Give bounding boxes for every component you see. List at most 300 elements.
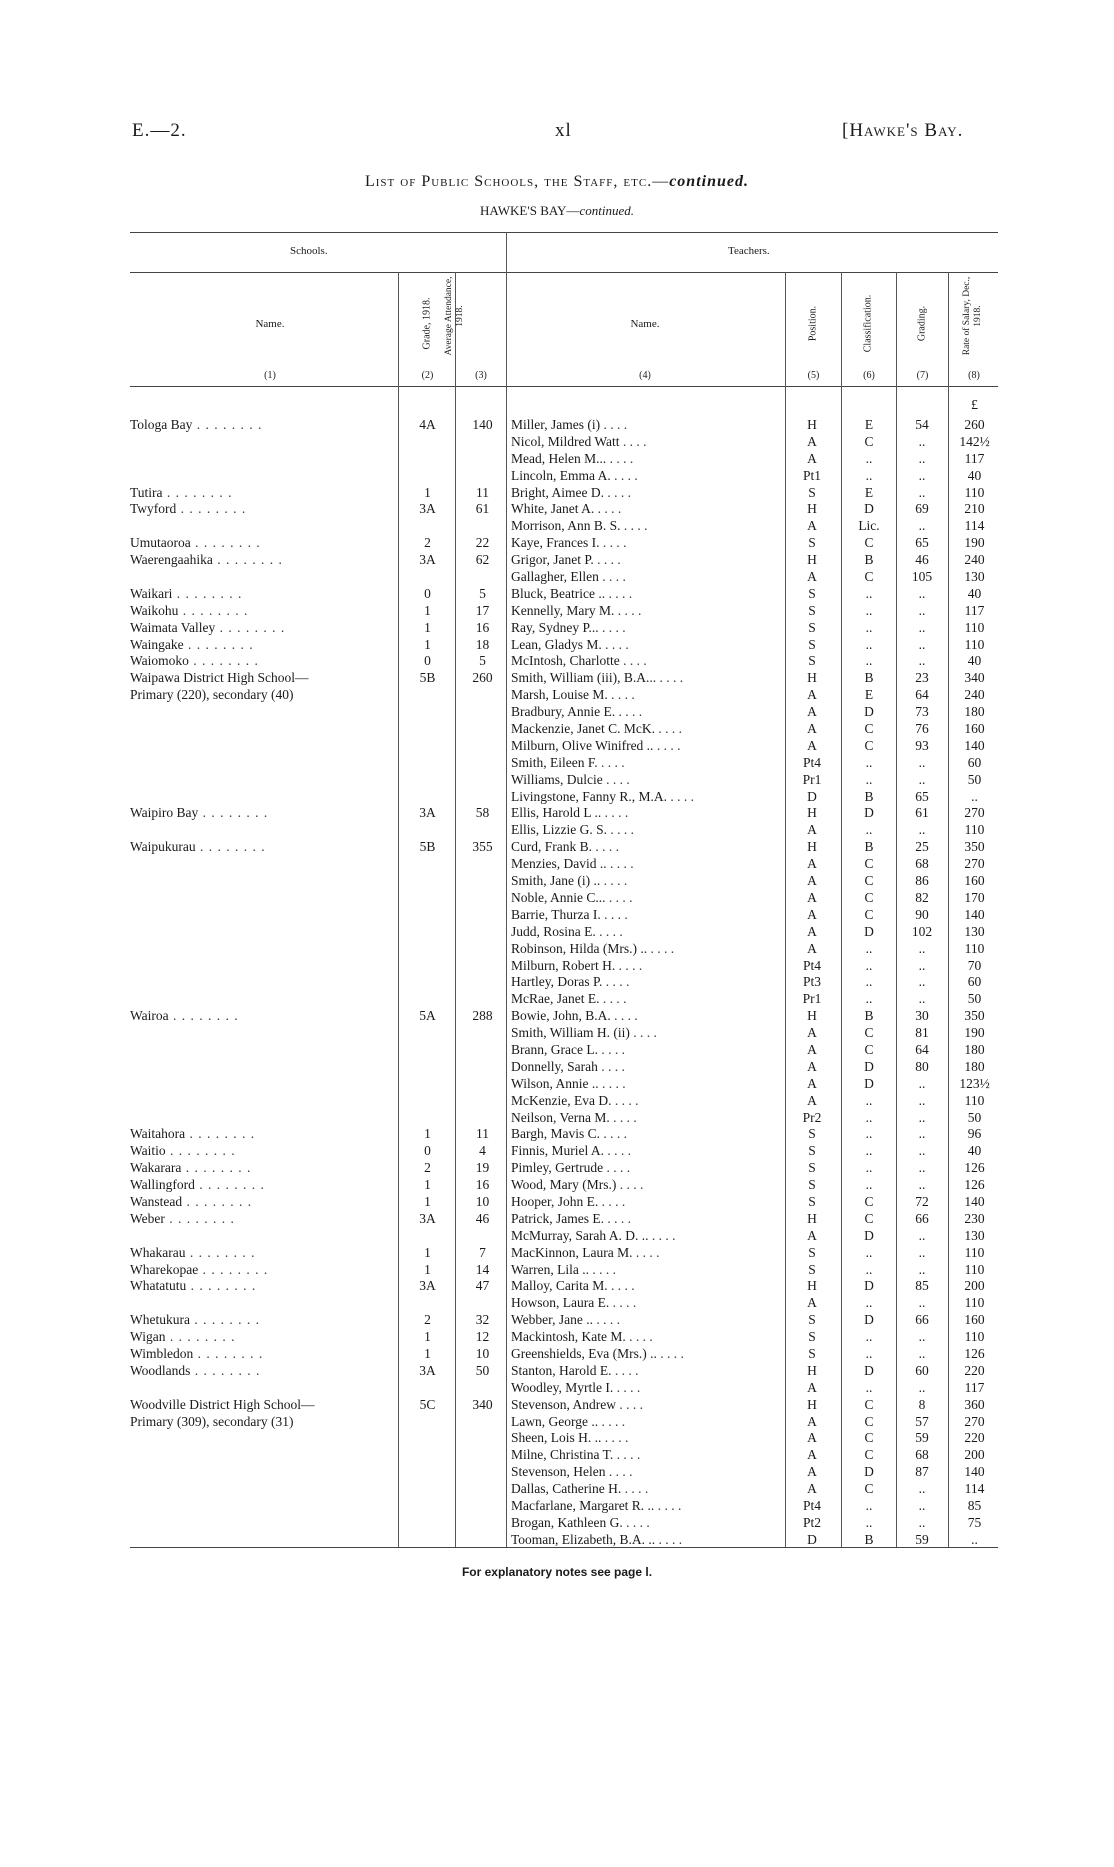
- classification-cell: D: [864, 501, 874, 517]
- table-row: [0, 822, 1114, 839]
- average-attendance-cell: 46: [475, 1210, 490, 1226]
- grading-cell: 59: [915, 1430, 929, 1446]
- teacher-name-cell: Mead, Helen M... . .: [511, 451, 781, 468]
- teacher-name-cell: Mackenzie, Janet C. McK. . .: [511, 721, 781, 738]
- position-cell: A: [807, 518, 817, 534]
- grading-cell: 25: [915, 839, 929, 855]
- school-name-cell: Waikohu . .: [130, 603, 395, 620]
- teacher-name-cell: Bargh, Mavis C. . .: [511, 1126, 781, 1143]
- teacher-name-cell: Gallagher, Ellen . .: [511, 569, 781, 586]
- grading-cell: 80: [915, 1058, 929, 1074]
- salary-cell: 360: [964, 1396, 985, 1412]
- teacher-name-cell: Dallas, Catherine H. . .: [511, 1481, 781, 1498]
- position-cell: S: [808, 484, 816, 500]
- table-row: [0, 1380, 1114, 1397]
- teacher-name-cell: Stanton, Harold E. . .: [511, 1363, 781, 1380]
- salary-cell: 114: [964, 518, 985, 534]
- table-row: [0, 501, 1114, 518]
- table-row: [0, 417, 1114, 434]
- grading-cell: 65: [915, 788, 929, 804]
- position-cell: A: [807, 873, 817, 889]
- position-cell: A: [807, 1295, 817, 1311]
- salary-cell: 75: [967, 1514, 982, 1530]
- salary-cell: 160: [964, 1312, 985, 1328]
- table-row: [0, 637, 1114, 654]
- classification-cell: C: [864, 889, 874, 905]
- school-name-cell: Whatatutu . .: [130, 1278, 395, 1295]
- table-row: [0, 1414, 1114, 1431]
- salary-cell: 126: [964, 1345, 985, 1361]
- table-row: [0, 1464, 1114, 1481]
- grading-cell: 69: [915, 501, 929, 517]
- teacher-name-cell: Noble, Annie C... . .: [511, 890, 781, 907]
- grading-cell: ..: [918, 1514, 926, 1530]
- position-cell: S: [808, 602, 816, 618]
- teacher-name-cell: Robinson, Hilda (Mrs.) .. . .: [511, 941, 781, 958]
- grading-cell: ..: [918, 1481, 926, 1497]
- position-cell: A: [807, 1075, 817, 1091]
- teacher-name-cell: Kaye, Frances I. . .: [511, 535, 781, 552]
- salary-cell: 240: [964, 687, 985, 703]
- grading-cell: 72: [915, 1193, 929, 1209]
- salary-cell: 220: [964, 1362, 985, 1378]
- average-attendance-cell: 22: [475, 535, 490, 551]
- salary-cell: ..: [971, 1531, 978, 1547]
- school-name-cell: Whetukura . .: [130, 1312, 395, 1329]
- teacher-name-cell: Livingstone, Fanny R., M.A. . .: [511, 789, 781, 806]
- grading-cell: 76: [915, 721, 929, 737]
- table-row: [0, 789, 1114, 806]
- table-row: [0, 1498, 1114, 1515]
- grading-cell: 60: [915, 1362, 929, 1378]
- table-row: [0, 1346, 1114, 1363]
- grade-cell: 3A: [419, 1362, 436, 1378]
- page-number: xl: [555, 120, 572, 141]
- teacher-name-cell: Patrick, James E. . .: [511, 1211, 781, 1228]
- teacher-name-cell: Wilson, Annie .. . .: [511, 1076, 781, 1093]
- position-cell: S: [808, 1160, 816, 1176]
- teacher-name-cell: Barrie, Thurza I. . .: [511, 907, 781, 924]
- grading-cell: ..: [918, 1244, 926, 1260]
- grading-cell: ..: [918, 1109, 926, 1125]
- classification-cell: ..: [865, 653, 873, 669]
- table-top-rule: [130, 232, 998, 233]
- position-cell: A: [807, 1025, 817, 1041]
- teacher-name-cell: Wood, Mary (Mrs.) . .: [511, 1177, 781, 1194]
- grading-cell: ..: [918, 1143, 926, 1159]
- grading-cell: ..: [918, 771, 926, 787]
- teacher-name-cell: Grigor, Janet P. . .: [511, 552, 781, 569]
- teacher-name-cell: Morrison, Ann B. S. . .: [511, 518, 781, 535]
- classification-cell: D: [864, 1227, 874, 1243]
- column-header-classification: Classification.: [862, 294, 874, 353]
- classification-cell: C: [864, 873, 874, 889]
- salary-cell: 210: [964, 501, 985, 517]
- grading-cell: ..: [918, 467, 926, 483]
- classification-cell: C: [864, 433, 874, 449]
- position-cell: S: [808, 1345, 816, 1361]
- classification-cell: ..: [865, 1126, 873, 1142]
- school-name-cell: Wimbledon . .: [130, 1346, 395, 1363]
- position-cell: Pr2: [802, 1109, 822, 1125]
- table-row: [0, 738, 1114, 755]
- average-attendance-cell: 288: [472, 1008, 493, 1024]
- grading-cell: 86: [915, 873, 929, 889]
- classification-cell: C: [864, 721, 874, 737]
- position-cell: A: [807, 1041, 817, 1057]
- grading-cell: ..: [918, 636, 926, 652]
- grading-cell: 66: [915, 1312, 929, 1328]
- teacher-name-cell: Ellis, Lizzie G. S. . .: [511, 822, 781, 839]
- average-attendance-cell: 5: [479, 653, 486, 669]
- grading-cell: 64: [915, 687, 929, 703]
- average-attendance-cell: 61: [475, 501, 490, 517]
- teacher-name-cell: Lincoln, Emma A. . .: [511, 468, 781, 485]
- classification-cell: ..: [865, 619, 873, 635]
- classification-cell: C: [864, 1193, 874, 1209]
- salary-cell: 350: [964, 839, 985, 855]
- position-cell: A: [807, 856, 817, 872]
- average-attendance-cell: 260: [472, 670, 493, 686]
- school-name-cell: Woodlands . .: [130, 1363, 395, 1380]
- classification-cell: ..: [865, 585, 873, 601]
- column-number: (7): [916, 370, 929, 381]
- average-attendance-cell: 19: [475, 1160, 490, 1176]
- grade-cell: 1: [424, 1177, 431, 1193]
- salary-cell: 117: [964, 450, 985, 466]
- table-row: [0, 1262, 1114, 1279]
- position-cell: A: [807, 1430, 817, 1446]
- average-attendance-cell: 32: [475, 1312, 490, 1328]
- salary-cell: 40: [967, 585, 982, 601]
- table-row: [0, 704, 1114, 721]
- table-row: [0, 485, 1114, 502]
- position-cell: H: [807, 417, 817, 432]
- classification-cell: D: [864, 1075, 874, 1091]
- school-name-cell: Tutira . .: [130, 485, 395, 502]
- salary-cell: 340: [964, 670, 985, 686]
- average-attendance-cell: 10: [475, 1345, 490, 1361]
- position-cell: H: [807, 670, 817, 686]
- school-name-cell: Waipiro Bay . .: [130, 805, 395, 822]
- salary-cell: 220: [964, 1430, 985, 1446]
- classification-cell: ..: [865, 1329, 873, 1345]
- salary-cell: 85: [967, 1498, 982, 1513]
- table-row: [0, 1126, 1114, 1143]
- school-name-cell: Woodville District High School—: [130, 1396, 315, 1412]
- grading-cell: ..: [918, 1295, 926, 1311]
- position-cell: A: [807, 450, 817, 466]
- school-name-cell: Waipawa District High School—: [130, 670, 309, 686]
- table-row: [0, 839, 1114, 856]
- grading-cell: ..: [918, 822, 926, 838]
- school-name-cell: Waitahora . .: [130, 1126, 395, 1143]
- table-row: [0, 518, 1114, 535]
- position-cell: S: [808, 1177, 816, 1193]
- table-row: [0, 1211, 1114, 1228]
- average-attendance-cell: 50: [475, 1362, 490, 1378]
- grade-cell: 5B: [419, 670, 436, 686]
- teacher-name-cell: Milne, Christina T. . .: [511, 1447, 781, 1464]
- table-row: [0, 552, 1114, 569]
- school-name-cell: Waikari . .: [130, 586, 395, 603]
- grading-cell: 57: [915, 1413, 929, 1429]
- classification-cell: ..: [865, 822, 873, 838]
- grading-cell: 105: [911, 569, 933, 585]
- classification-cell: ..: [865, 1177, 873, 1193]
- school-name-cell: Wakarara . .: [130, 1160, 395, 1177]
- average-attendance-cell: 7: [479, 1244, 486, 1260]
- classification-cell: C: [864, 737, 874, 753]
- classification-cell: C: [864, 1430, 874, 1446]
- grade-cell: 2: [424, 535, 431, 551]
- classification-cell: D: [864, 1278, 874, 1294]
- grading-cell: 93: [915, 737, 929, 753]
- salary-cell: 60: [967, 974, 982, 990]
- salary-cell: 160: [964, 873, 985, 889]
- salary-cell: 130: [964, 1227, 985, 1243]
- teacher-name-cell: Miller, James (i) . .: [511, 417, 781, 434]
- grade-cell: 1: [424, 1193, 431, 1209]
- average-attendance-cell: 62: [475, 552, 490, 568]
- teacher-name-cell: Woodley, Myrtle I. . .: [511, 1380, 781, 1397]
- salary-cell: 110: [964, 1329, 985, 1345]
- classification-cell: ..: [865, 957, 873, 973]
- salary-cell: 110: [964, 822, 985, 838]
- classification-cell: ..: [865, 940, 873, 956]
- classification-cell: Lic.: [858, 518, 880, 534]
- grading-cell: ..: [918, 957, 926, 973]
- classification-cell: B: [864, 839, 874, 855]
- salary-cell: 190: [964, 535, 985, 551]
- teacher-name-cell: Smith, William H. (ii) . .: [511, 1025, 781, 1042]
- teacher-name-cell: Hooper, John E. . .: [511, 1194, 781, 1211]
- average-attendance-cell: 140: [472, 417, 493, 432]
- position-cell: A: [807, 704, 817, 720]
- grading-cell: ..: [918, 991, 926, 1007]
- grade-cell: 3A: [419, 552, 436, 568]
- position-cell: A: [807, 923, 817, 939]
- table-row: [0, 1312, 1114, 1329]
- position-cell: S: [808, 636, 816, 652]
- position-cell: H: [807, 1362, 817, 1378]
- grading-cell: 85: [915, 1278, 929, 1294]
- salary-cell: 270: [964, 856, 985, 872]
- teacher-name-cell: McIntosh, Charlotte . .: [511, 653, 781, 670]
- salary-cell: 142½: [959, 433, 990, 449]
- teacher-name-cell: MacKinnon, Laura M. . .: [511, 1245, 781, 1262]
- table-row: [0, 1295, 1114, 1312]
- group-header-teachers: Teachers.: [728, 245, 770, 257]
- salary-cell: 130: [964, 923, 985, 939]
- table-row: [0, 1177, 1114, 1194]
- average-attendance-cell: 5: [479, 585, 486, 601]
- classification-cell: ..: [865, 1160, 873, 1176]
- classification-cell: ..: [865, 1514, 873, 1530]
- salary-cell: 190: [964, 1025, 985, 1041]
- school-name-cell: Waitio . .: [130, 1143, 395, 1160]
- table-row: [0, 670, 1114, 687]
- column-number: (4): [639, 370, 651, 381]
- position-cell: Pr1: [802, 771, 822, 787]
- school-name-cell: Wharekopae . .: [130, 1262, 395, 1279]
- position-cell: S: [808, 1143, 816, 1159]
- grading-cell: 46: [915, 552, 929, 568]
- grading-cell: 102: [911, 923, 933, 939]
- table-row: [0, 1329, 1114, 1346]
- classification-cell: D: [864, 704, 874, 720]
- table-row: [0, 434, 1114, 451]
- classification-cell: ..: [865, 602, 873, 618]
- district-header: [Hawke's Bay.: [842, 120, 964, 141]
- table-row: [0, 1042, 1114, 1059]
- salary-cell: 160: [964, 721, 985, 737]
- teacher-name-cell: Greenshields, Eva (Mrs.) .. . .: [511, 1346, 781, 1363]
- table-row: [0, 924, 1114, 941]
- school-name-cell: Waerengaahika . .: [130, 552, 395, 569]
- grading-cell: 61: [915, 805, 929, 821]
- salary-cell: 130: [964, 569, 985, 585]
- table-row: [0, 805, 1114, 822]
- teacher-name-cell: Pimley, Gertrude . .: [511, 1160, 781, 1177]
- table-row: [0, 1228, 1114, 1245]
- classification-cell: ..: [865, 1345, 873, 1361]
- classification-cell: ..: [865, 1143, 873, 1159]
- group-header-schools: Schools.: [290, 245, 328, 257]
- school-name-cell: Wallingford . .: [130, 1177, 395, 1194]
- table-row: [0, 1278, 1114, 1295]
- teacher-name-cell: Smith, Eileen F. . .: [511, 755, 781, 772]
- table-row: [0, 890, 1114, 907]
- grading-cell: ..: [918, 450, 926, 466]
- grading-cell: 68: [915, 856, 929, 872]
- position-cell: A: [807, 737, 817, 753]
- salary-cell: 140: [964, 1464, 985, 1480]
- teacher-name-cell: Menzies, David .. . .: [511, 856, 781, 873]
- grading-cell: ..: [918, 1075, 926, 1091]
- grading-cell: 23: [915, 670, 929, 686]
- table-row: [0, 1008, 1114, 1025]
- salary-cell: 180: [964, 1041, 985, 1057]
- table-row: [0, 603, 1114, 620]
- grading-cell: 64: [915, 1041, 929, 1057]
- grade-cell: 3A: [419, 1278, 436, 1294]
- classification-cell: E: [864, 484, 874, 500]
- teacher-name-cell: Lean, Gladys M. . .: [511, 637, 781, 654]
- classification-cell: ..: [865, 754, 873, 770]
- position-cell: H: [807, 1278, 817, 1294]
- position-cell: H: [807, 805, 817, 821]
- salary-cell: 260: [964, 417, 985, 432]
- grading-cell: ..: [918, 619, 926, 635]
- position-cell: A: [807, 687, 817, 703]
- teacher-name-cell: Judd, Rosina E. . .: [511, 924, 781, 941]
- column-number: (5): [807, 370, 820, 381]
- page-subtitle: [0, 203, 1114, 219]
- average-attendance-cell: 355: [472, 839, 493, 855]
- school-name-cell: Whakarau . .: [130, 1245, 395, 1262]
- school-name-cell: Primary (309), secondary (31): [130, 1413, 294, 1429]
- salary-cell: 180: [964, 1058, 985, 1074]
- table-row: [0, 1160, 1114, 1177]
- classification-cell: C: [864, 569, 874, 585]
- teacher-name-cell: McMurray, Sarah A. D. .. . .: [511, 1228, 781, 1245]
- teacher-name-cell: Macfarlane, Margaret R. .. . .: [511, 1498, 781, 1515]
- school-name-cell: Wigan . .: [130, 1329, 395, 1346]
- teacher-name-cell: Sheen, Lois H. .. . .: [511, 1430, 781, 1447]
- teacher-name-cell: Smith, Jane (i) .. . .: [511, 873, 781, 890]
- salary-cell: 60: [967, 754, 982, 770]
- grading-cell: 8: [918, 1396, 926, 1412]
- salary-cell: 270: [964, 805, 985, 821]
- table-row: [0, 856, 1114, 873]
- grading-cell: ..: [918, 1177, 926, 1193]
- table-row: [0, 907, 1114, 924]
- teacher-name-cell: Kennelly, Mary M. . .: [511, 603, 781, 620]
- table-row: [0, 468, 1114, 485]
- page-reference: E.—2.: [132, 120, 187, 141]
- table-row: [0, 755, 1114, 772]
- classification-cell: ..: [865, 771, 873, 787]
- position-cell: A: [807, 433, 817, 449]
- grading-cell: 59: [915, 1531, 929, 1547]
- grading-cell: ..: [918, 1379, 926, 1395]
- table-row: [0, 1363, 1114, 1380]
- teacher-name-cell: Smith, William (iii), B.A... . .: [511, 670, 781, 687]
- grading-cell: ..: [918, 1227, 926, 1243]
- grading-cell: ..: [918, 940, 926, 956]
- grade-cell: 1: [424, 484, 431, 500]
- grading-cell: ..: [918, 1261, 926, 1277]
- position-cell: A: [807, 940, 817, 956]
- table-row: [0, 1143, 1114, 1160]
- position-cell: S: [808, 585, 816, 601]
- teacher-name-cell: Curd, Frank B. . .: [511, 839, 781, 856]
- grading-cell: ..: [918, 754, 926, 770]
- table-row: [0, 941, 1114, 958]
- column-header-position: Position.: [807, 305, 819, 342]
- grading-cell: ..: [918, 518, 926, 534]
- position-cell: Pt3: [802, 974, 821, 990]
- salary-cell: 117: [964, 1379, 985, 1395]
- table-row: [0, 653, 1114, 670]
- teacher-name-cell: Neilson, Verna M. . .: [511, 1110, 781, 1127]
- grading-cell: 90: [915, 906, 929, 922]
- salary-cell: 170: [964, 889, 985, 905]
- classification-cell: D: [864, 1058, 874, 1074]
- salary-cell: 110: [964, 619, 985, 635]
- position-cell: Pt4: [802, 754, 821, 770]
- grade-cell: 1: [424, 1261, 431, 1277]
- classification-cell: B: [864, 788, 874, 804]
- grade-cell: 0: [424, 1143, 431, 1159]
- grade-cell: 1: [424, 1126, 431, 1142]
- footer-note: For explanatory notes see page l.: [461, 1565, 653, 1579]
- teacher-name-cell: Bradbury, Annie E. . .: [511, 704, 781, 721]
- average-attendance-cell: 16: [475, 1177, 490, 1193]
- grading-cell: 87: [915, 1464, 929, 1480]
- grading-cell: 81: [915, 1025, 929, 1041]
- salary-cell: 140: [964, 1193, 985, 1209]
- teacher-name-cell: Tooman, Elizabeth, B.A. .. . .: [511, 1532, 781, 1549]
- table-row: [0, 1430, 1114, 1447]
- school-name-cell: Waiomoko . .: [130, 653, 395, 670]
- teacher-name-cell: Howson, Laura E. . .: [511, 1295, 781, 1312]
- classification-cell: ..: [865, 991, 873, 1007]
- average-attendance-cell: 340: [472, 1396, 493, 1412]
- column-header-grading: Grading.: [916, 305, 928, 342]
- salary-cell: 200: [964, 1278, 985, 1294]
